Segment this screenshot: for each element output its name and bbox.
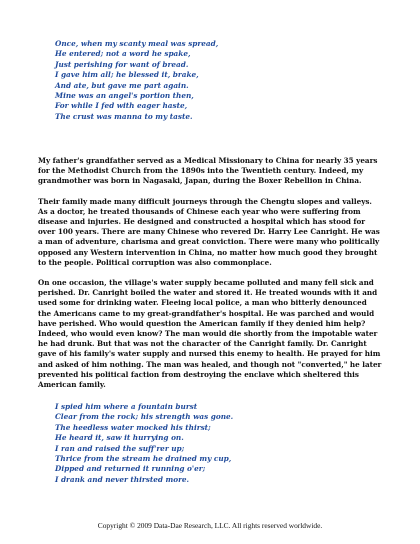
poem-line: Mine was an angel's portion then, <box>55 91 194 101</box>
poem-line: Once, when my scanty meal was spread, <box>55 39 219 48</box>
poem-line: He entered; not a word he spake, <box>55 49 191 59</box>
poem-line: I drank and never thirsted more. <box>55 474 190 484</box>
poem-line: I spied him where a fountain burst <box>55 402 198 411</box>
poem-line: He heard it, saw it hurrying on. <box>55 433 184 443</box>
poem-line: Thrice from the stream he drained my cup, <box>55 454 232 464</box>
poem-line: Clear from the rock; his strength was gone. <box>55 412 234 422</box>
body-paragraph: My father's grandfather served as a Medical Missionary to China for nearly 35 years for the Methodist Church from the 1890s into the Twentieth century. Indeed, my grandmother was born in Nagasaki, Japan, during the Boxer Rebellion in China. <box>38 156 378 186</box>
poem-line: And ate, but gave me part again. <box>55 80 189 90</box>
poem-line: The crust was manna to my taste. <box>55 111 193 121</box>
poem-line: For while I fed with eager haste, <box>55 101 188 111</box>
opening-poem-stanza <box>55 39 375 122</box>
closing-poem-stanza <box>55 402 375 485</box>
poem-line: Just perishing for want of bread. <box>55 59 189 69</box>
body-paragraph: On one occasion, the village's water supply became polluted and many fell sick and perished. Dr. Canright boiled the water and stored it. He treated wounds with it and used some for drinking water. Fleeing local police, a man who bitterly denounced the Americans came to my great-grandfather's hospital. He was parched and would have perished. Who would question the American family if they denied him help? Indeed, who would even know? The man would die shortly from the impotable water he had drunk. But that was not the character of the Canright family. Dr. Canright gave of his family's water supply and nursed this enemy to health. He prayed for him and asked of him nothing. The man was healed, and though not "converted," he later prevented his political faction from destroying the enclave which sheltered this American family. <box>38 278 382 390</box>
poem-line: I ran and raised the suff'rer up; <box>55 443 185 453</box>
poem-line: Dipped and returned it running o'er; <box>55 464 206 474</box>
copyright-footer: Copyright © 2009 Data-Dae Research, LLC. All rights reserved worldwide. <box>97 521 323 530</box>
body-text <box>38 156 382 400</box>
poem-line: I gave him all; he blessed it, brake, <box>55 70 199 80</box>
body-paragraph: Their family made many difficult journeys through the Chengtu slopes and valleys. As a doctor, he treated thousands of Chinese each year who were suffering from disease and injuries. He designed and constructed a hospital which has stood for over 100 years. There are many Chinese who revered Dr. Harry Lee Canright. He was a man of adventure, charisma and great conviction. There were many who politically opposed any Western intervention in China, no matter how much good they brought to the people. Political corruption was also commonplace. <box>38 196 380 267</box>
poem-line: The heedless water mocked his thirst; <box>55 422 211 432</box>
